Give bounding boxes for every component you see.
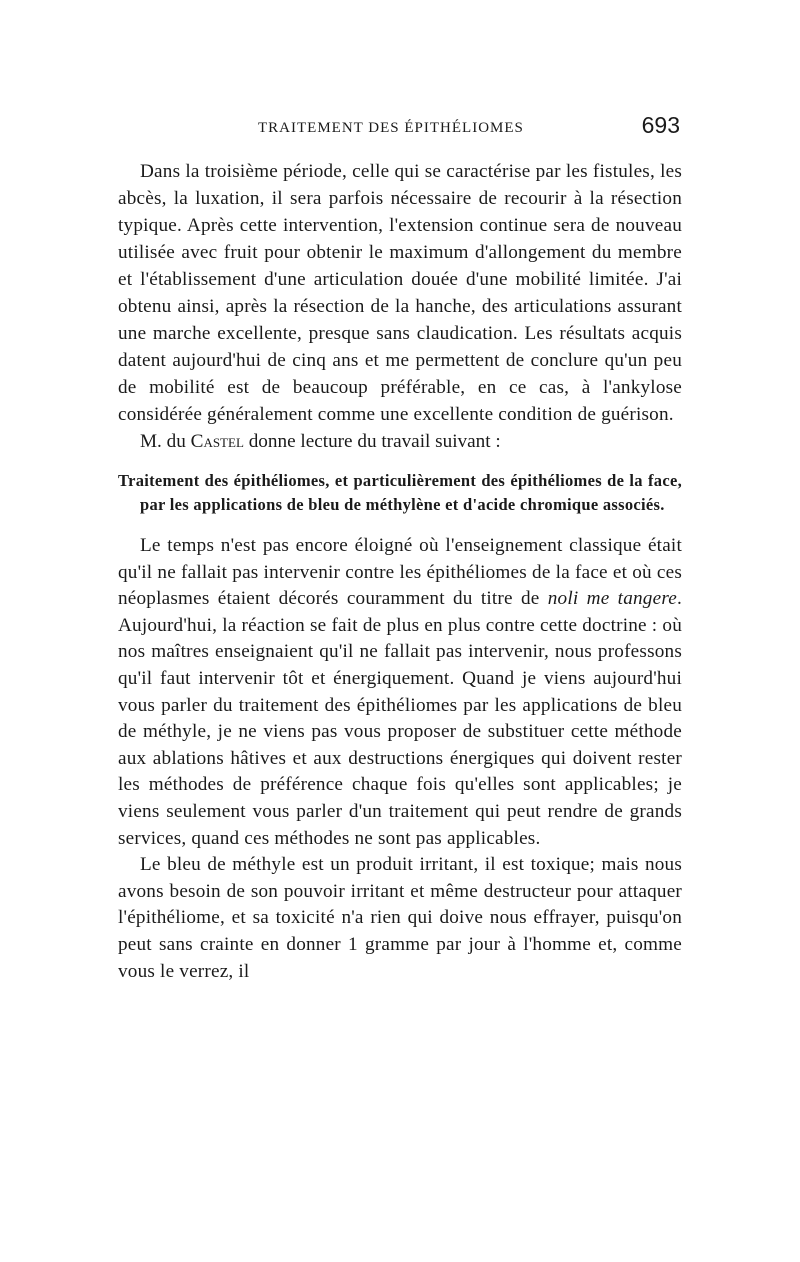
speaker-name: Castel bbox=[190, 431, 244, 452]
running-head bbox=[118, 112, 682, 142]
speaker-prefix: M. du bbox=[140, 431, 191, 452]
speaker-rest: donne lecture du travail suivant : bbox=[243, 431, 501, 452]
speaker-line bbox=[118, 428, 682, 455]
paragraph-text: Le temps n'est pas encore éloigné où l'enseignement classique était qu'il ne fallait pas intervenir contre les épithéliomes de la face et où ces néoplasmes étaient décorés couramment du titre de bbox=[118, 535, 682, 610]
article-title: Traitement des épithéliomes, et particulièrement des épithéliomes de la face, par les applications de bleu de méthylène et d'acide chromique associés. bbox=[118, 471, 682, 514]
paragraph-text: . Aujourd'hui, la réaction se fait de plus en plus contre cette doctrine : où nos maîtres enseignaient qu'il ne fallait pas intervenir, nous professons qu'il faut intervenir tôt et énergiquement. Quand je viens aujourd'hui vous parler du traitement des épithéliomes par les applications de bleu de méthyle, je ne viens pas vous proposer de substituer cette méthode aux ablations hâtives et aux destructions énergiques qui doivent rester les méthodes de préférence chaque fois qu'elles sont applicables; je viens seulement vous parler d'un traitement qui peut rendre de grands services, quand ces méthodes ne sont pas applicables. bbox=[118, 588, 682, 849]
body-paragraph bbox=[118, 533, 682, 852]
italic-phrase: noli me tangere bbox=[547, 588, 677, 610]
running-title: TRAITEMENT DES ÉPITHÉLIOMES bbox=[258, 120, 524, 136]
body-paragraph: Dans la troisième période, celle qui se caractérise par les fistules, les abcès, la luxation, il sera parfois nécessaire de recourir à la résection typique. Après cette intervention, l'extension continue sera de nouveau utilisée avec fruit pour obtenir le maximum d'allongement du membre et l'établissement d'une articulation douée d'une mobilité limitée. J'ai obtenu ainsi, après la résection de la hanche, des articulations assurant une marche excellente, presque sans claudication. Les résultats acquis datent aujourd'hui de cinq ans et me permettent de conclure qu'un peu de mobilité est de beaucoup préférable, en ce cas, à l'ankylose considérée généralement comme une excellente condition de guérison. bbox=[118, 161, 682, 425]
body-paragraph: Le bleu de méthyle est un produit irritant, il est toxique; mais nous avons besoin de son pouvoir irritant et même destructeur pour attaquer l'épithéliome, et sa toxicité n'a rien qui doive nous effrayer, puisqu'on peut sans crainte en donner 1 gramme par jour à l'homme et, comme vous le verrez, il bbox=[118, 854, 682, 982]
page-number: 693 bbox=[641, 112, 680, 138]
book-page bbox=[118, 112, 682, 985]
